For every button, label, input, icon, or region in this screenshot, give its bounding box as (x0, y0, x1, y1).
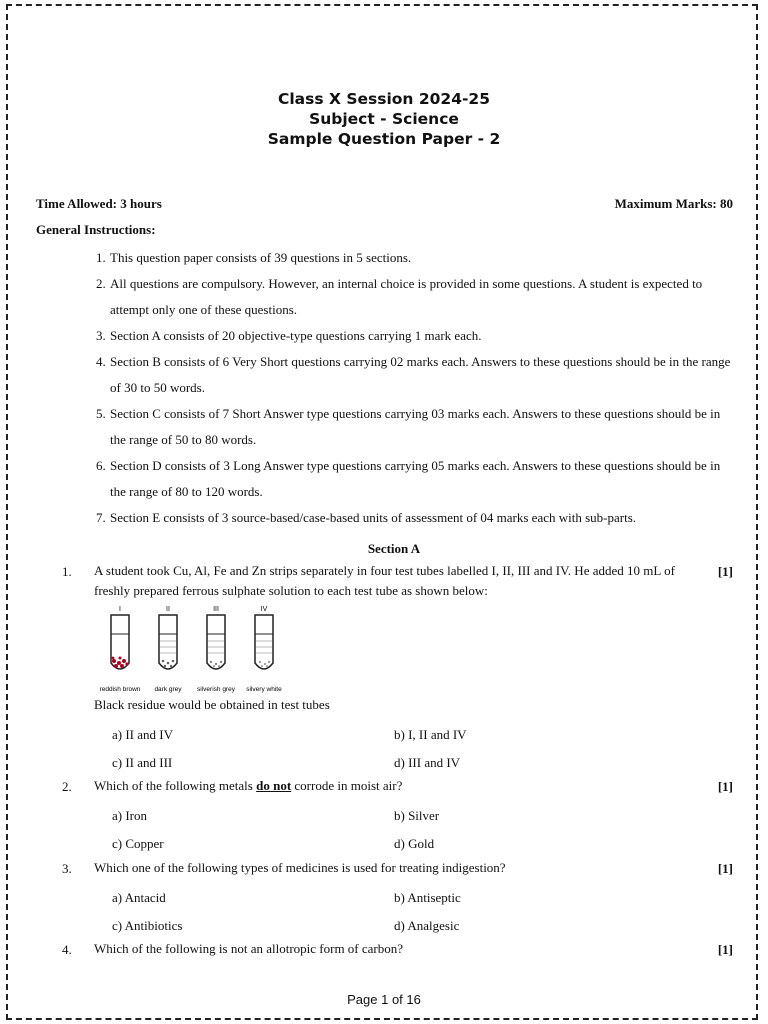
option-c: c) Copper (112, 836, 164, 851)
instruction-item (96, 323, 736, 349)
instruction-item (96, 245, 736, 271)
instruction-text: Section B consists of 6 Very Short questions carrying 02 marks each. Answers to these questions should be in the range of 30 to 50 words. (110, 354, 731, 395)
question-2-text-part: corrode in moist air? (291, 778, 403, 793)
instruction-number: 1. (96, 250, 106, 265)
instruction-item (96, 349, 736, 401)
option-c: c) Antibiotics (112, 918, 183, 933)
question-3-text: Which one of the following types of medicines is used for treating indigestion? (94, 860, 506, 875)
instruction-number: 3. (96, 328, 106, 343)
question-4-text: Which of the following is not an allotropic form of carbon? (94, 941, 404, 956)
option-d: d) Analgesic (394, 918, 460, 933)
question-1-text: A student took Cu, Al, Fe and Zn strips separately in four test tubes labelled I, II, III and IV. He added 10 mL of freshly prepared ferrous sulphate solution to each test tube as shown below: (94, 563, 675, 598)
instruction-text: Section E consists of 3 source-based/case-based units of assessment of 04 marks each with sub-parts. (110, 510, 637, 525)
question-number: 2. (62, 779, 72, 794)
time-allowed: Time Allowed: 3 hours (36, 196, 162, 211)
tube-label: II (166, 606, 170, 613)
question-number: 4. (62, 942, 72, 957)
question-number: 3. (62, 861, 72, 876)
instruction-text: Section A consists of 20 objective-type questions carrying 1 mark each. (110, 328, 482, 343)
option-c: c) II and III (112, 755, 173, 770)
question-3-marks: [1] (717, 861, 733, 876)
general-instructions-label: General Instructions: (36, 222, 156, 237)
instruction-text: Section D consists of 3 Long Answer type questions carrying 05 marks each. Answers to these questions should be in the range of 80 to 120 words. (110, 458, 721, 499)
test-tube-1 (100, 606, 141, 693)
test-tube-4 (246, 606, 282, 693)
tube-caption: silvery white (246, 686, 282, 693)
option-b: b) Silver (394, 808, 440, 823)
option-a: a) II and IV (112, 727, 173, 742)
instructions-list (96, 245, 736, 531)
instruction-item (96, 505, 736, 531)
option-b: b) Antiseptic (394, 890, 461, 905)
option-d: d) III and IV (394, 755, 461, 770)
instruction-number: 2. (96, 276, 106, 291)
option-a: a) Antacid (112, 890, 166, 905)
instruction-number: 6. (96, 458, 106, 473)
tube-caption: reddish brown (99, 686, 141, 693)
page-footer: Page 1 of 16 (347, 992, 421, 1007)
question-2-text (94, 776, 402, 796)
section-a-heading: Section A (367, 541, 421, 556)
tube-label: IV (260, 606, 268, 613)
instruction-item (96, 453, 736, 505)
instruction-text: Section C consists of 7 Short Answer type questions carrying 03 marks each. Answers to these questions should be in the range of 50 to 80 words. (110, 406, 721, 447)
header-line-class: Class X Session 2024-25 (277, 90, 490, 108)
question-1-followup: Black residue would be obtained in test tubes (94, 697, 330, 712)
instruction-text: All questions are compulsory. However, an internal choice is provided in some questions. A student is expected to attempt only one of these questions. (110, 276, 703, 317)
tube-caption: silverish grey (197, 686, 235, 693)
option-a: a) Iron (112, 808, 148, 823)
header-line-subject: Subject - Science (309, 110, 459, 128)
question-2-marks: [1] (717, 779, 733, 794)
question-1-marks: [1] (717, 564, 733, 579)
tube-label: III (213, 606, 219, 613)
instruction-item (96, 401, 736, 453)
question-number: 1. (62, 564, 72, 579)
header-line-paper: Sample Question Paper - 2 (267, 130, 501, 148)
instruction-item (96, 271, 736, 323)
option-b: b) I, II and IV (394, 727, 467, 742)
test-tube-2 (154, 606, 182, 693)
instruction-number: 4. (96, 354, 106, 369)
tube-caption: dark grey (154, 686, 182, 693)
question-2-text-part: Which of the following metals (94, 778, 257, 793)
question-4-marks: [1] (717, 942, 733, 957)
instruction-text: This question paper consists of 39 questions in 5 sections. (110, 250, 412, 265)
paper-header (0, 89, 768, 149)
test-tube-3 (197, 606, 236, 693)
option-d: d) Gold (394, 836, 435, 851)
test-tubes-figure (94, 603, 294, 695)
max-marks: Maximum Marks: 80 (614, 196, 733, 211)
instruction-number: 5. (96, 406, 106, 421)
instruction-number: 7. (96, 510, 106, 525)
question-2-emphasis: do not (256, 778, 292, 793)
tube-label: I (119, 606, 121, 613)
